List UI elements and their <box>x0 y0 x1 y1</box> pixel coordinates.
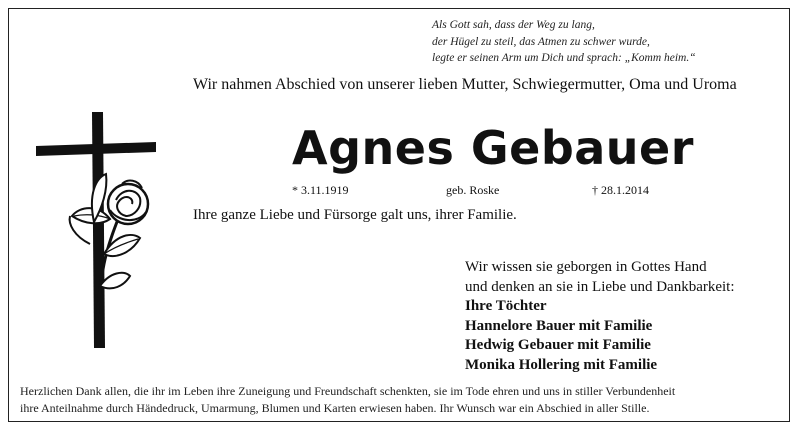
intro-line: Wir nahmen Abschied von unserer lieben Mutter, Schwiegermutter, Oma und Uroma <box>193 76 737 93</box>
poem-line: der Hügel zu steil, das Atmen zu schwer wurde, <box>432 35 650 48</box>
mourner-name: Hedwig Gebauer mit Familie <box>465 337 651 353</box>
mourner-name: Hannelore Bauer mit Familie <box>465 317 653 334</box>
cross-with-rose-icon <box>28 104 168 354</box>
mourners-block <box>465 258 785 375</box>
thanks-line: ihre Anteilnahme durch Händedruck, Umarmung, Blumen und Karten erwiesen haben. Ihr Wunsch war ein Abschied in aller Stille. <box>20 401 650 415</box>
poem-line: legte er seinen Arm um Dich und sprach: „Komm heim.“ <box>432 52 696 64</box>
thanks-line: Herzlichen Dank allen, die ihr im Leben ihre Zuneigung und Freundschaft schenkten, sie im Tode ehren und uns in stiller Verbundenheit <box>20 384 676 398</box>
poem <box>432 17 782 67</box>
mourners-intro-line: Wir wissen sie geborgen in Gottes Hand <box>465 259 707 275</box>
mourner-name: Monika Hollering mit Familie <box>465 356 658 373</box>
mourner-name: Ihre Töchter <box>465 298 547 314</box>
birth-date: * 3.11.1919 <box>292 183 349 197</box>
mourners-intro-line: und denken an sie in Liebe und Dankbarkeit: <box>465 278 735 295</box>
deceased-name: Agnes Gebauer <box>292 121 694 175</box>
love-line: Ihre ganze Liebe und Fürsorge galt uns, ihrer Familie. <box>193 207 517 223</box>
maiden-name: geb. Roske <box>446 183 500 197</box>
death-date: † 28.1.2014 <box>592 183 649 197</box>
thanks-text <box>20 383 790 417</box>
poem-line: Als Gott sah, dass der Weg zu lang, <box>432 19 595 31</box>
